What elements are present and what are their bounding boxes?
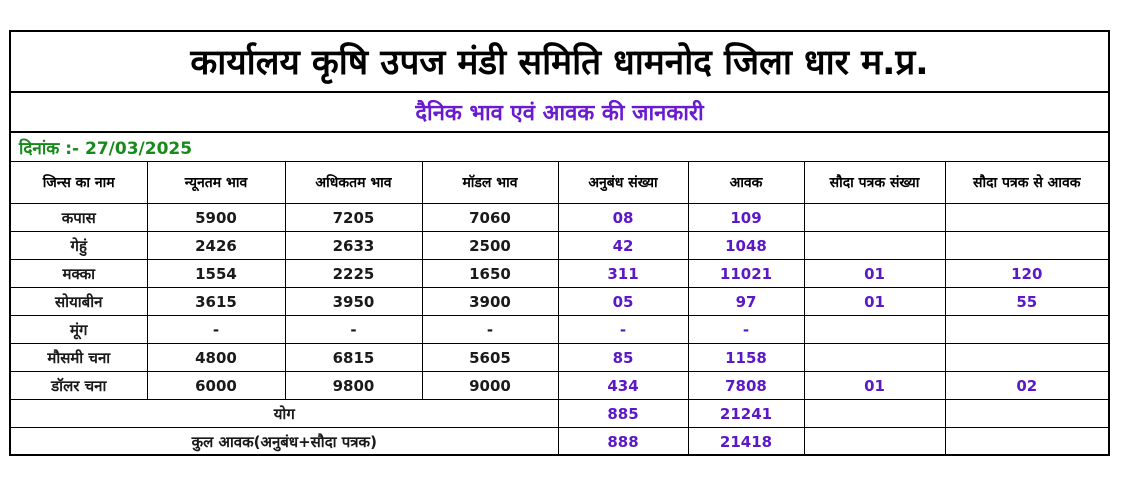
contract-count-cell: 85 [558, 344, 688, 372]
report-title: कार्यालय कृषि उपज मंडी समिति धामनोद जिला धार म.प्र. [11, 32, 1108, 93]
rates-table [11, 162, 1108, 455]
min-price-cell: 6000 [147, 372, 285, 400]
max-price-cell: - [285, 316, 422, 344]
arrivals-cell: 1158 [688, 344, 804, 372]
header-max-price: अधिकतम भाव [285, 162, 422, 204]
header-contract-count: अनुबंध संख्या [558, 162, 688, 204]
min-price-cell: - [147, 316, 285, 344]
deal-count-cell: 01 [804, 288, 945, 316]
modal-price-cell: - [422, 316, 558, 344]
total-label: योग [11, 400, 558, 428]
arrivals-cell: - [688, 316, 804, 344]
contract-count-cell: 311 [558, 260, 688, 288]
commodity-cell: कपास [11, 204, 147, 232]
arrivals-cell: 11021 [688, 260, 804, 288]
max-price-cell: 7205 [285, 204, 422, 232]
report-date: दिनांक :- 27/03/2025 [11, 133, 1108, 162]
mandi-report-sheet [9, 30, 1110, 456]
grand-total-deal-count [804, 428, 945, 456]
modal-price-cell: 9000 [422, 372, 558, 400]
table-row [11, 372, 1108, 400]
total-arrivals: 21241 [688, 400, 804, 428]
deal-arrivals-cell: 55 [945, 288, 1108, 316]
header-arrivals: आवक [688, 162, 804, 204]
arrivals-cell: 109 [688, 204, 804, 232]
header-deal-count: सौदा पत्रक संख्या [804, 162, 945, 204]
grand-total-label: कुल आवक(अनुबंध+सौदा पत्रक) [11, 428, 558, 456]
total-contracts: 885 [558, 400, 688, 428]
commodity-cell: मक्का [11, 260, 147, 288]
table-row [11, 260, 1108, 288]
grand-total-arrivals: 21418 [688, 428, 804, 456]
max-price-cell: 6815 [285, 344, 422, 372]
arrivals-cell: 1048 [688, 232, 804, 260]
table-row [11, 204, 1108, 232]
min-price-cell: 2426 [147, 232, 285, 260]
max-price-cell: 9800 [285, 372, 422, 400]
min-price-cell: 4800 [147, 344, 285, 372]
table-row [11, 344, 1108, 372]
deal-arrivals-cell [945, 204, 1108, 232]
deal-arrivals-cell [945, 232, 1108, 260]
grand-total-row [11, 428, 1108, 456]
header-commodity: जिन्स का नाम [11, 162, 147, 204]
deal-count-cell: 01 [804, 260, 945, 288]
contract-count-cell: 08 [558, 204, 688, 232]
commodity-cell: डॉलर चना [11, 372, 147, 400]
arrivals-cell: 7808 [688, 372, 804, 400]
grand-total-deal-arrivals [945, 428, 1108, 456]
min-price-cell: 3615 [147, 288, 285, 316]
max-price-cell: 2633 [285, 232, 422, 260]
min-price-cell: 1554 [147, 260, 285, 288]
deal-count-cell [804, 316, 945, 344]
commodity-cell: सोयाबीन [11, 288, 147, 316]
modal-price-cell: 2500 [422, 232, 558, 260]
deal-count-cell [804, 344, 945, 372]
grand-total-contracts: 888 [558, 428, 688, 456]
header-deal-arrivals: सौदा पत्रक से आवक [945, 162, 1108, 204]
commodity-cell: मूंग [11, 316, 147, 344]
total-deal-count [804, 400, 945, 428]
total-deal-arrivals [945, 400, 1108, 428]
modal-price-cell: 7060 [422, 204, 558, 232]
report-subtitle: दैनिक भाव एवं आवक की जानकारी [11, 93, 1108, 133]
commodity-cell: गेहुं [11, 232, 147, 260]
table-row [11, 316, 1108, 344]
deal-count-cell [804, 232, 945, 260]
deal-arrivals-cell [945, 344, 1108, 372]
modal-price-cell: 3900 [422, 288, 558, 316]
contract-count-cell: - [558, 316, 688, 344]
deal-count-cell: 01 [804, 372, 945, 400]
deal-count-cell [804, 204, 945, 232]
contract-count-cell: 434 [558, 372, 688, 400]
header-modal-price: मॉडल भाव [422, 162, 558, 204]
max-price-cell: 3950 [285, 288, 422, 316]
table-header-row [11, 162, 1108, 204]
max-price-cell: 2225 [285, 260, 422, 288]
deal-arrivals-cell: 02 [945, 372, 1108, 400]
table-row [11, 232, 1108, 260]
table-row [11, 288, 1108, 316]
deal-arrivals-cell: 120 [945, 260, 1108, 288]
total-row [11, 400, 1108, 428]
contract-count-cell: 42 [558, 232, 688, 260]
arrivals-cell: 97 [688, 288, 804, 316]
commodity-cell: मौसमी चना [11, 344, 147, 372]
min-price-cell: 5900 [147, 204, 285, 232]
modal-price-cell: 1650 [422, 260, 558, 288]
modal-price-cell: 5605 [422, 344, 558, 372]
contract-count-cell: 05 [558, 288, 688, 316]
deal-arrivals-cell [945, 316, 1108, 344]
header-min-price: न्यूनतम भाव [147, 162, 285, 204]
